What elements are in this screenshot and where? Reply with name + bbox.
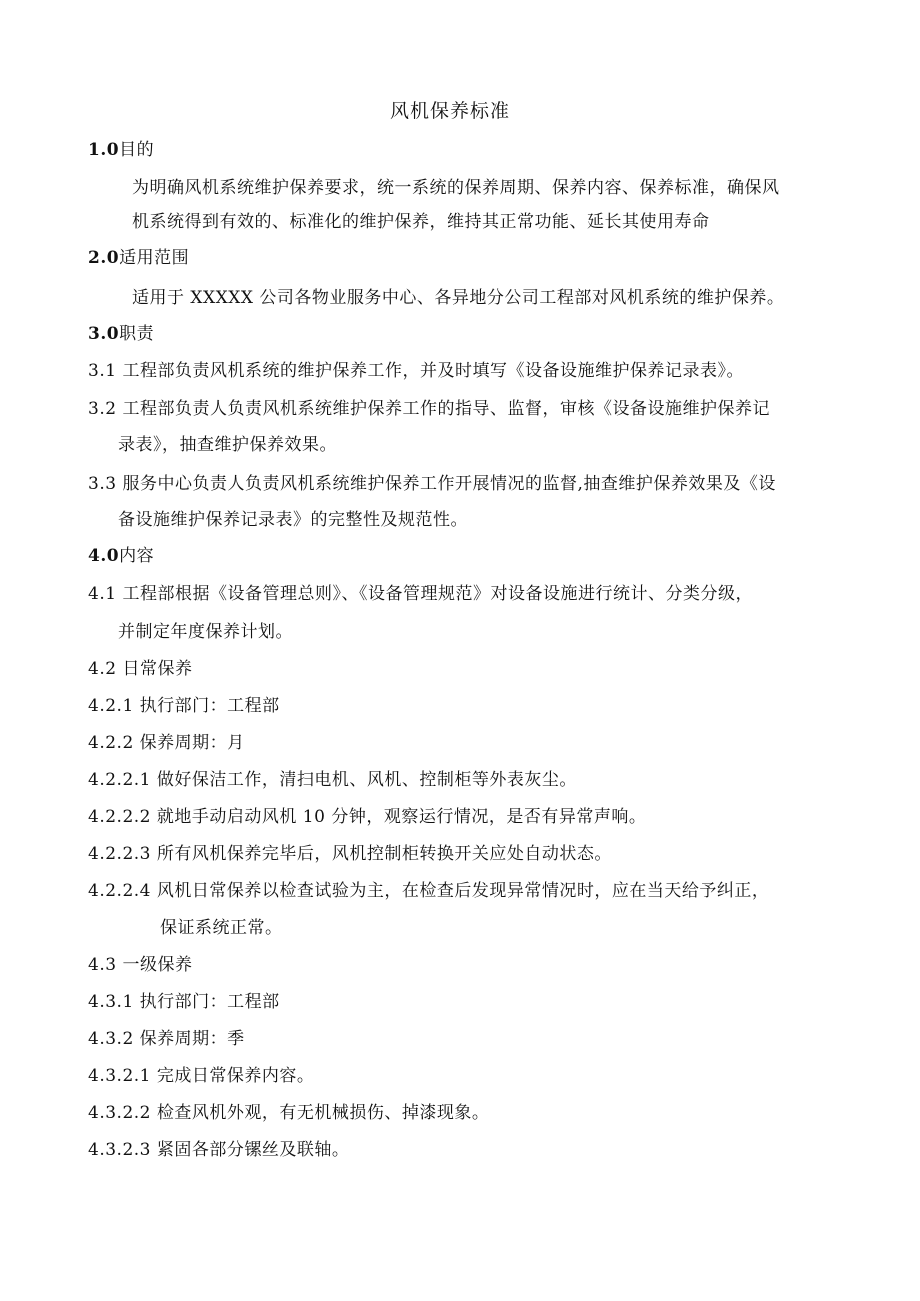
clause-4-3-2: 4.3.2 保养周期：季 [88, 1029, 245, 1049]
document-title: 风机保养标准 [390, 100, 511, 122]
section-heading-text: 目的 [119, 140, 155, 160]
section-heading-text: 内容 [119, 546, 155, 566]
clause-4-3-2-3: 4.3.2.3 紧固各部分镙丝及联轴。 [88, 1140, 350, 1160]
clause-3-3-line-1: 3.3 服务中心负责人负责风机系统维护保养工作开展情况的监督,抽查维护保养效果及《设 [88, 474, 776, 494]
section-number: 1.0 [88, 140, 120, 160]
section-1-paragraph-line-2: 机系统得到有效的、标准化的维护保养，维持其正常功能、延长其使用寿命 [132, 212, 710, 232]
section-number: 4.0 [88, 546, 120, 566]
section-1-paragraph-line-1: 为明确风机系统维护保养要求，统一系统的保养周期、保养内容、保养标准，确保风 [132, 178, 780, 198]
clause-4-2-2-4-line-1: 4.2.2.4 风机日常保养以检查试验为主，在检查后发现异常情况时，应在当天给予纠正， [88, 881, 770, 901]
clause-4-1-line-2: 并制定年度保养计划。 [118, 622, 293, 642]
clause-4-2: 4.2 日常保养 [88, 659, 193, 679]
clause-4-2-2: 4.2.2 保养周期：月 [88, 733, 245, 753]
clause-3-2-line-1: 3.2 工程部负责人负责风机系统维护保养工作的指导、监督，审核《设备设施维护保养记 [88, 399, 770, 419]
clause-4-2-1: 4.2.1 执行部门：工程部 [88, 696, 280, 716]
clause-4-3-2-2: 4.3.2.2 检查风机外观，有无机械损伤、掉漆现象。 [88, 1103, 490, 1123]
section-2-paragraph: 适用于 XXXXX 公司各物业服务中心、各异地分公司工程部对风机系统的维护保养。 [132, 288, 785, 308]
clause-4-2-2-2: 4.2.2.2 就地手动启动风机 10 分钟，观察运行情况，是否有异常声响。 [88, 807, 647, 827]
clause-3-2-line-2: 录表》，抽查维护保养效果。 [118, 435, 337, 455]
clause-4-3-1: 4.3.1 执行部门：工程部 [88, 992, 280, 1012]
section-2-heading [88, 247, 189, 269]
section-1-heading [88, 139, 154, 161]
section-3-heading [88, 323, 154, 345]
clause-3-1: 3.1 工程部负责风机系统的维护保养工作，并及时填写《设备设施维护保养记录表》。 [88, 361, 744, 381]
section-heading-text: 适用范围 [119, 248, 190, 268]
clause-3-3-line-2: 备设施维护保养记录表》的完整性及规范性。 [118, 510, 468, 530]
section-4-heading [88, 545, 154, 567]
section-number: 2.0 [88, 248, 120, 268]
clause-4-2-2-4-line-2: 保证系统正常。 [160, 918, 283, 938]
section-heading-text: 职责 [119, 324, 155, 344]
clause-4-3-2-1: 4.3.2.1 完成日常保养内容。 [88, 1066, 315, 1086]
clause-4-2-2-1: 4.2.2.1 做好保洁工作，清扫电机、风机、控制柜等外表灰尘。 [88, 770, 577, 790]
clause-4-1-line-1: 4.1 工程部根据《设备管理总则》、《设备管理规范》对设备设施进行统计、分类分级， [88, 584, 753, 604]
section-number: 3.0 [88, 324, 120, 344]
clause-4-3: 4.3 一级保养 [88, 955, 193, 975]
clause-4-2-2-3: 4.2.2.3 所有风机保养完毕后，风机控制柜转换开关应处自动状态。 [88, 844, 612, 864]
